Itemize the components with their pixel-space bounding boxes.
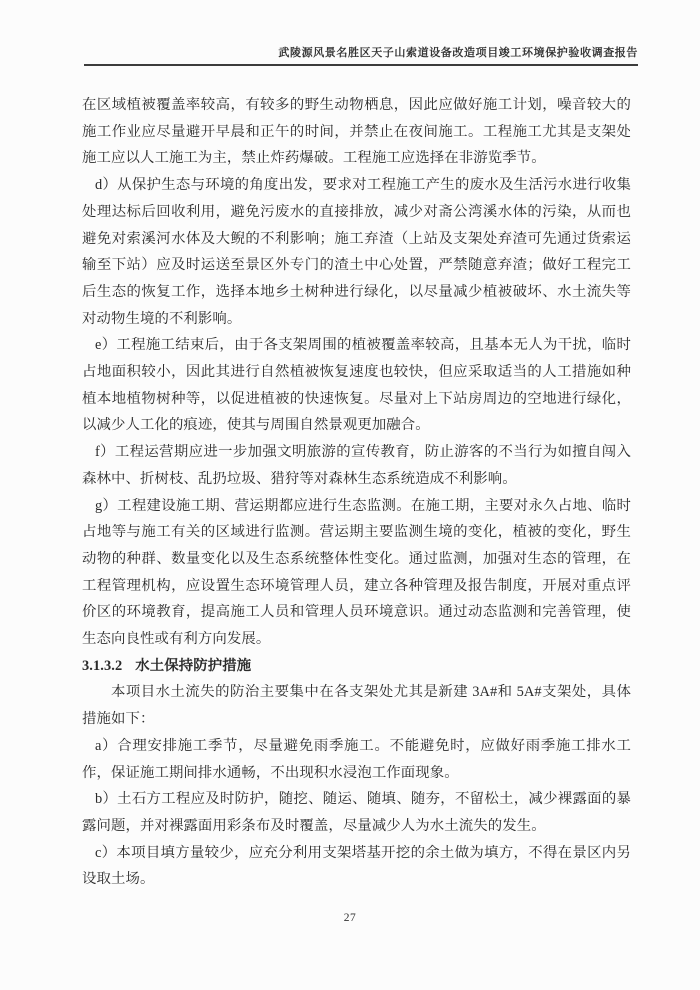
page-number: 27 — [343, 912, 357, 924]
paragraph-item-g: g）工程建设施工期、营运期都应进行生态监测。在施工期，主要对永久占地、临时占地等与施工有关的区域进行监测。营运期主要监测生境的变化，植被的变化，野生动物的种群、数量变化以及生态系统整体性变化。通过监测，加强对生态的管理，在工程管理机构，应设置生态环境管理人员，建立各种管理及报告制度，开展对重点评价区的环境教育，提高施工人员和管理人员环境意识。通过动态监测和完善管理，使生态向良性或有利方向发展。 — [82, 497, 631, 648]
header-rule — [84, 64, 638, 66]
section-title: 水土保持防护措施 — [135, 657, 252, 674]
page-header — [84, 46, 638, 66]
paragraph-item-c: c）本项目填方量较少，应充分利用支架塔基开挖的余土做为填方，不得在景区内另设取土场。 — [82, 844, 631, 888]
document-body — [82, 92, 631, 893]
paragraph-item-f: f）工程运营期应进一步加强文明旅游的宣传教育，防止游客的不当行为如擅自闯入森林中、折树枝、乱扔垃圾、猎狩等对森林生态系统造成不利影响。 — [82, 444, 631, 487]
paragraph-intro: 本项目水土流失的防治主要集中在各支架处尤其是新建 3A#和 5A#支架处，具体措施如下： — [82, 684, 631, 728]
paragraph-item-e: e）工程施工结束后，由于各支架周围的植被覆盖率较高，且基本无人为干扰，临时占地面积较小，因此其进行自然植被恢复速度也较快，但应采取适当的人工措施如种植本地植物树种等，以促进植被的快速恢复。尽量对上下站房周边的空地进行绿化，以减少人工化的痕迹，使其与周围自然景观更加融合。 — [82, 337, 631, 434]
paragraph-item-a: a）合理安排施工季节，尽量避免雨季施工。不能避免时，应做好雨季施工排水工作，保证施工期间排水通畅，不出现积水浸泡工作面现象。 — [82, 737, 631, 781]
section-number: 3.1.3.2 — [82, 657, 123, 674]
paragraph-item-d: d）从保护生态与环境的角度出发，要求对工程施工产生的废水及生活污水进行收集处理达标后回收利用，避免污废水的直接排放，减少对斋公湾溪水体的污染，从而也避免对索溪河水体及大鲵的不利影响；施工弃渣（上站及支架处弃渣可先通过货索运输至下站）应及时运送至景区外专门的渣土中心处置，严禁随意弃渣；做好工程完工后生态的恢复工作，选择本地乡土树种进行绿化，以尽量减少植被破坏、水土流失等对动物生境的不利影响。 — [82, 177, 631, 327]
paragraph-continuation: 在区域植被覆盖率较高，有较多的野生动物栖息，因此应做好施工计划，噪音较大的施工作业应尽量避开早晨和正午的时间，并禁止在夜间施工。工程施工尤其是支架处施工应以人工施工为主，禁止炸药爆破。工程施工应选择在非游览季节。 — [82, 97, 631, 167]
page-footer — [0, 908, 700, 926]
section-heading — [82, 653, 631, 680]
paragraph-item-b: b）土石方工程应及时防护，随挖、随运、随填、随夯，不留松土，减少裸露面的暴露问题，并对裸露面用彩条布及时覆盖，尽量减少人为水土流失的发生。 — [82, 791, 631, 834]
header-title: 武陵源风景名胜区天子山索道设备改造项目竣工环境保护验收调查报告 — [278, 47, 638, 59]
